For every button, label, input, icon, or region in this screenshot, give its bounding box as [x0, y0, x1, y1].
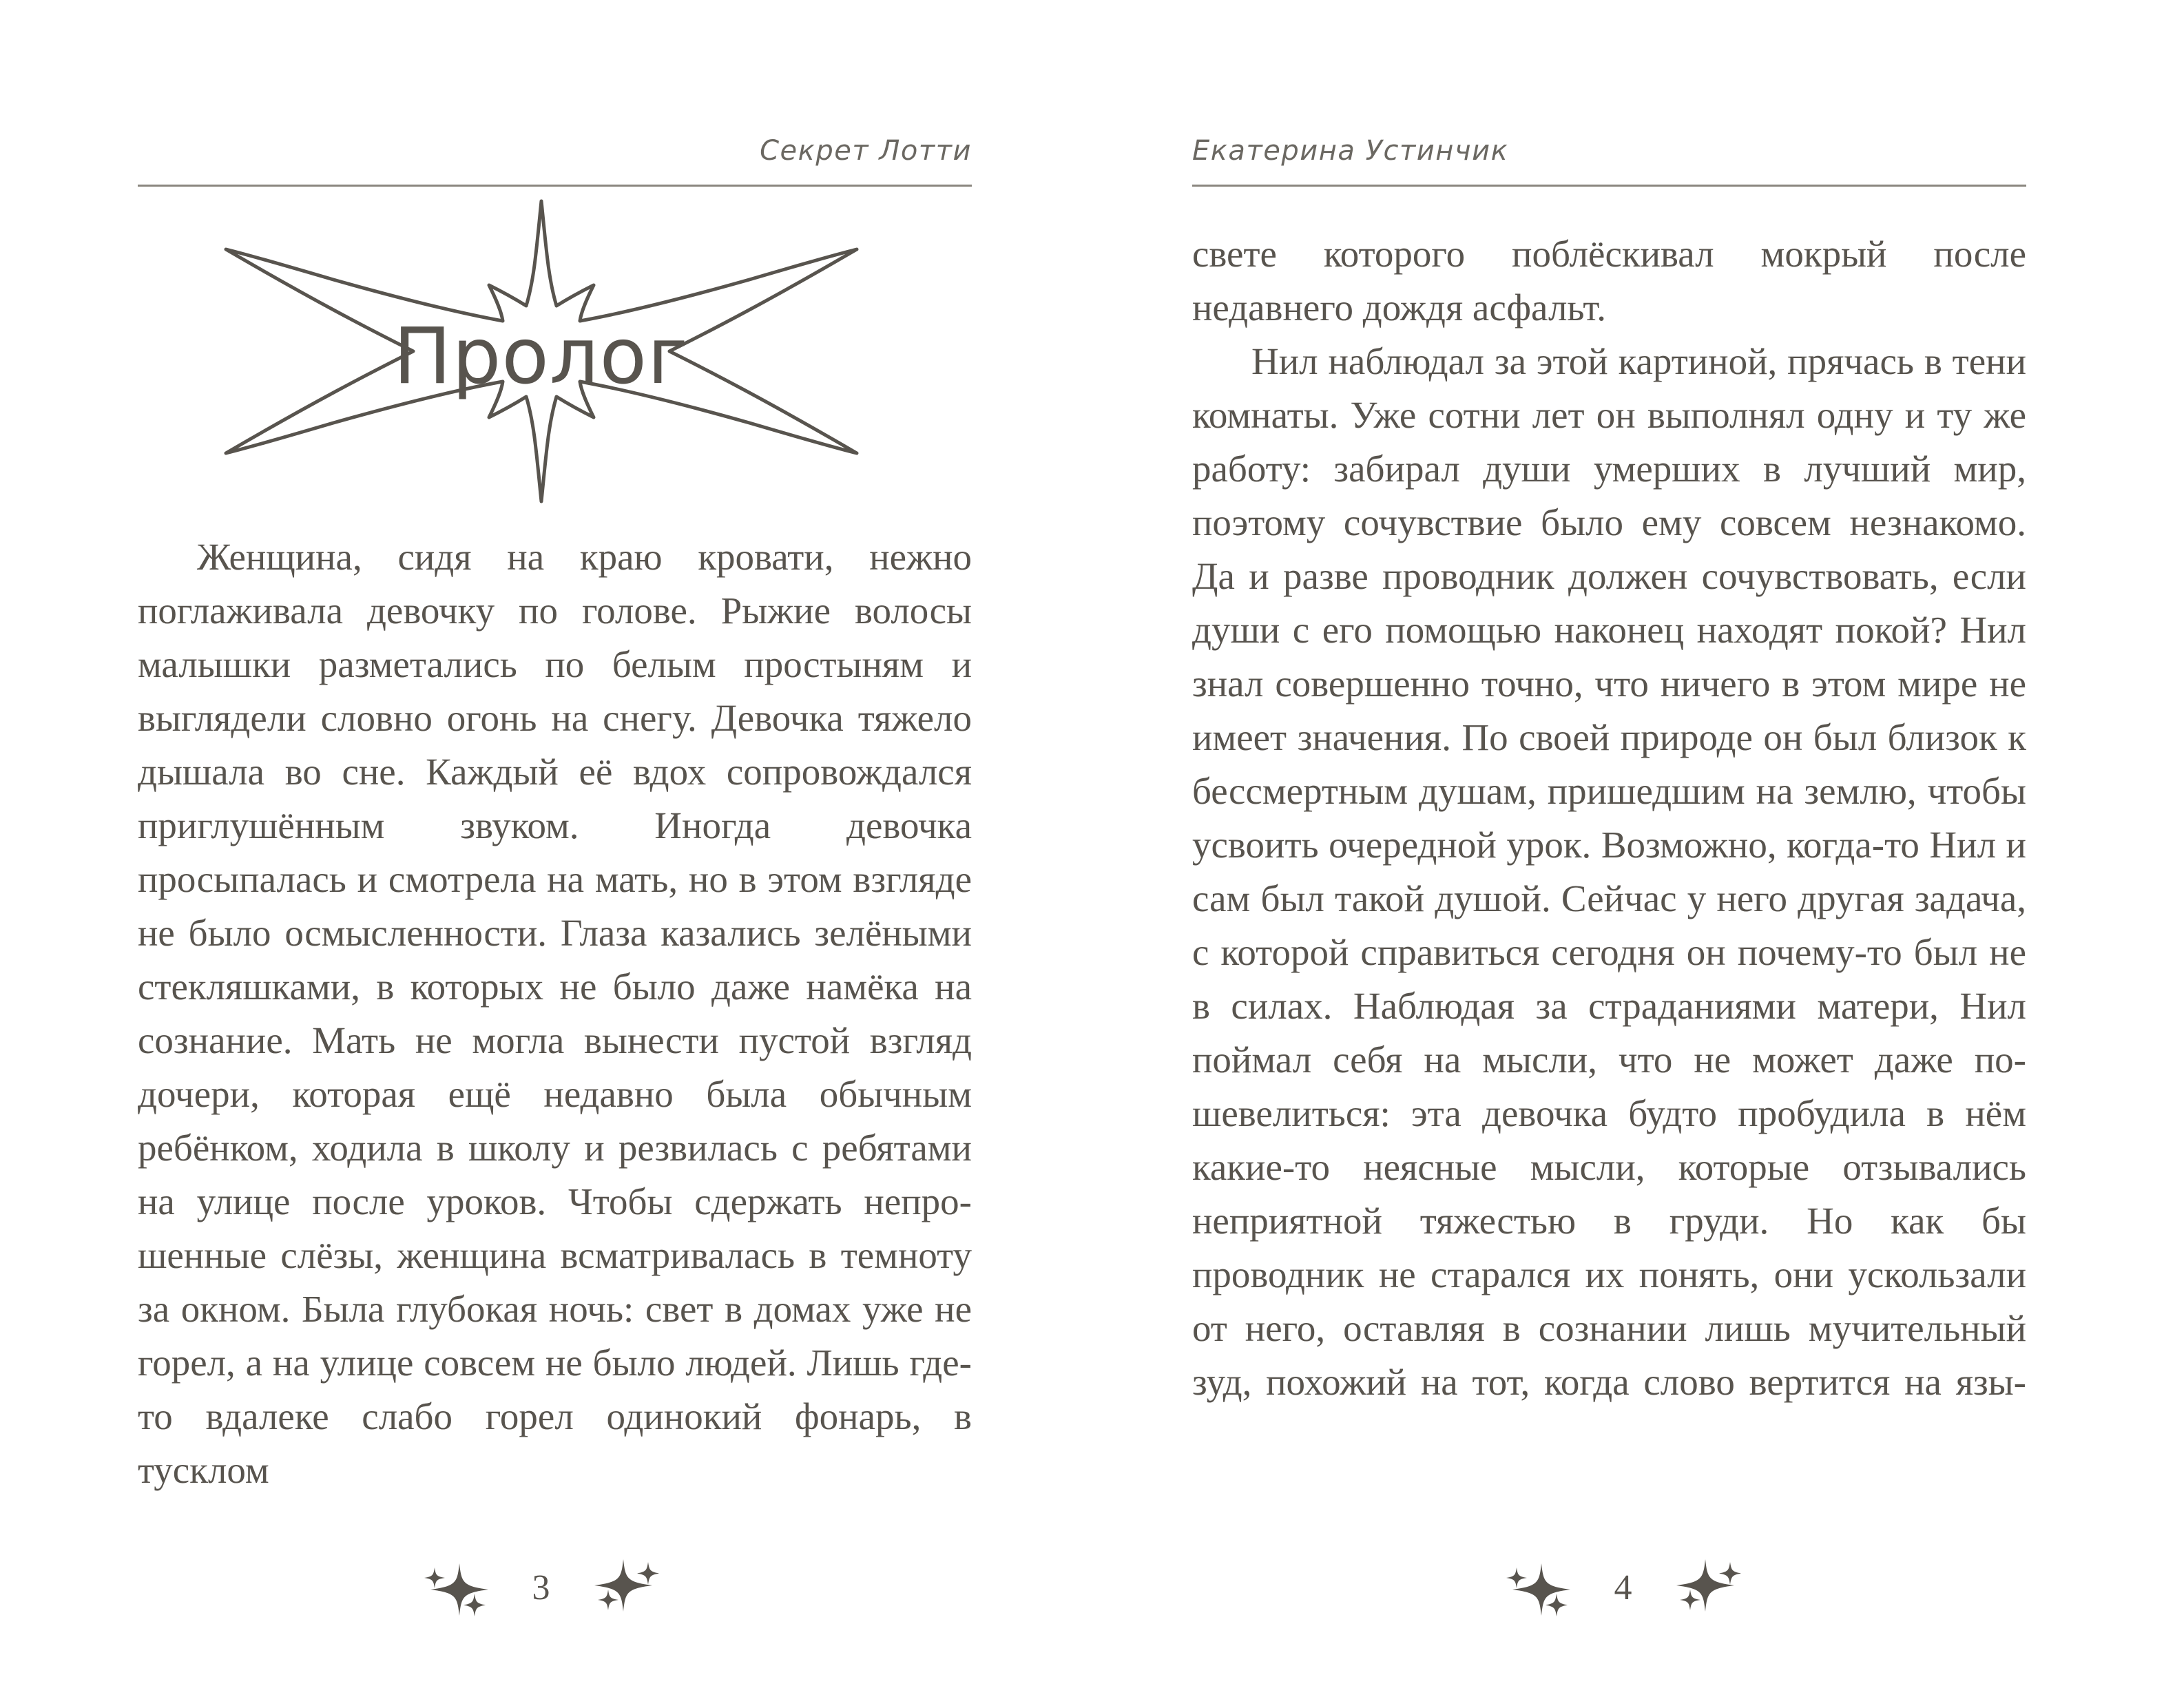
sparkle-cluster-icon-right: [1672, 1558, 1748, 1617]
sparkle-cluster-icon-right: [590, 1558, 666, 1617]
header-rule-left: [138, 185, 972, 187]
paragraph: Нил наблюдал за этой картиной, прячась в тени комнаты. Уже сотни лет он выполнял одну и ту же работу: забирал души умерших в лучший мир, поэтому сочувствие было ему совсем незнакомо. Да и разве проводник должен сочувствовать, если души с его помощью наконец находят покой? Нил знал совершенно точно, что ничего в этом мире не имеет значения. По своей природе он был близок к бессмертным душам, пришедшим на землю, чтобы усвоить очередной урок. Возможно, когда-то Нил и сам был такой душой. Сейчас у него другая задача, с которой справиться сегодня он почему-то был не в силах. Наблюдая за страданиями матери, Нил поймал себя на мысли, что не может даже пошевелиться: эта девочка будто пробудила в нём какие-то неясные мысли, которые отзывались неприятной тяжестью в груди. Но как бы проводник не старался их понять, они ускользали от него, оставляя в сознании лишь мучительный зуд, похожий на тот, когда слово вертится на язы-: [1192, 340, 2026, 1403]
page-number: 4: [1614, 1568, 1632, 1607]
paragraph: свете которого поблёскивал мокрый после недавнего дождя асфальт.: [1192, 233, 2026, 329]
sparkle-cluster-icon-left: [1499, 1558, 1574, 1617]
folio-left: [0, 1558, 1082, 1617]
page-number: 3: [532, 1568, 550, 1607]
chapter-heading-burst: [204, 197, 879, 521]
chapter-title: Пролог: [393, 312, 689, 402]
folio-right: [1082, 1558, 2164, 1617]
body-text-right: [1192, 227, 2026, 1409]
body-text-left: [138, 530, 972, 1497]
running-head-right: Екатерина Устинчик: [1192, 135, 1509, 167]
running-head-left: Секрет Лотти: [760, 135, 972, 167]
right-page: [1082, 0, 2164, 1708]
sparkle-cluster-icon-left: [417, 1558, 492, 1617]
header-rule-right: [1192, 185, 2026, 187]
paragraph: Женщина, сидя на краю кровати, нежно поглаживала девочку по голове. Рыжие волосы малышки разметались по белым простыням и выглядели словно огонь на снегу. Девочка тяжело дышала во сне. Каждый её вдох сопровождался приглушённым звуком. Иногда девочка просыпалась и смотрела на мать, но в этом взгляде не было осмысленности. Глаза казались зелёными стекляшками, в которых не было даже намёка на сознание. Мать не могла вынести пустой взгляд дочери, которая ещё недавно была обычным ребёнком, ходила в школу и резвилась с ребятами на улице после уроков. Чтобы сдержать непрошенные слёзы, женщина всматривалась в темноту за окном. Была глубокая ночь: свет в домах уже не горел, а на улице совсем не было людей. Лишь где-то вдалеке слабо горел одинокий фонарь, в тусклом: [138, 536, 972, 1491]
